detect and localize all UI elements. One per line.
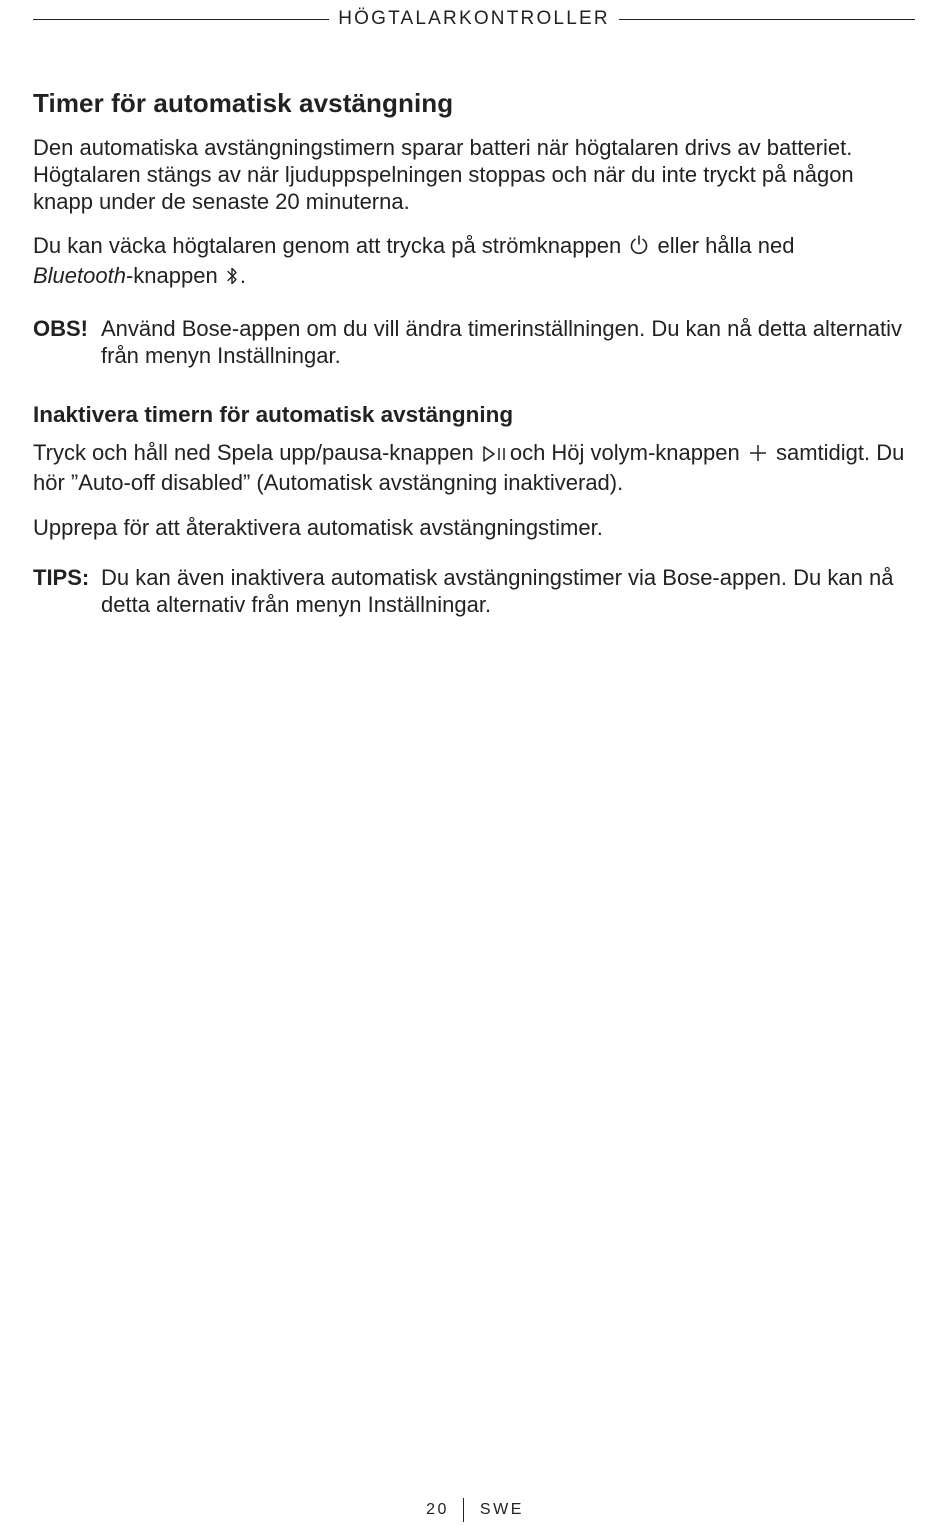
page-header: [33, 6, 915, 32]
bluetooth-word: Bluetooth: [33, 263, 126, 288]
tips-text: Du kan även inaktivera automatisk avstängningstimer via Bose-appen. Du kan nå detta alternativ från menyn Inställningar.: [101, 565, 894, 617]
plus-icon: [748, 442, 768, 469]
power-icon: [629, 234, 649, 262]
auto-off-description: Den automatiska avstängningstimern sparar batteri när högtalaren drivs av batteriet. Högtalaren stängs av när ljuduppspelningen stoppas och när du inte tryckt på någon knapp under de senaste 20 minuterna.: [33, 135, 854, 214]
disable-text-2: och Höj volym-knappen: [509, 440, 740, 465]
header-rule-right: [619, 19, 915, 20]
page-number: 20: [426, 1501, 449, 1518]
disable-instructions: [33, 439, 918, 496]
wake-instructions: [33, 232, 918, 292]
language-code: SWE: [479, 1501, 524, 1518]
tips-block: [33, 564, 918, 618]
disable-text-3: samtidigt. Du hör ”Auto-off disabled” (Automatisk avstängning inaktiverad).: [33, 440, 905, 495]
footer-separator: [463, 1498, 464, 1522]
note-label: OBS!: [33, 316, 88, 341]
disable-text-1: Tryck och håll ned Spela upp/pausa-knappen: [33, 440, 474, 465]
play-pause-icon: [482, 442, 508, 469]
header-title: HÖGTALARKONTROLLER: [338, 8, 610, 29]
note-block: [33, 315, 918, 369]
page-content: [33, 84, 918, 618]
bluetooth-icon: [226, 265, 238, 292]
wake-text-2: eller hålla ned: [657, 233, 795, 258]
section-title: Timer för automatisk avstängning: [33, 88, 454, 118]
wake-text-1: Du kan väcka högtalaren genom att trycka på strömknappen: [33, 233, 622, 258]
tips-label: TIPS:: [33, 565, 90, 590]
wake-text-end: .: [239, 263, 246, 288]
note-text: Använd Bose-appen om du vill ändra timerinställningen. Du kan nå detta alternativ från menyn Inställningar.: [101, 316, 903, 368]
header-rule-left: [33, 19, 329, 20]
page-footer: [0, 1498, 950, 1522]
wake-text-3: -knappen: [125, 263, 218, 288]
reenable-instructions: Upprepa för att återaktivera automatisk avstängningstimer.: [33, 515, 603, 540]
subsection-title: Inaktivera timern för automatisk avstängning: [33, 402, 514, 427]
